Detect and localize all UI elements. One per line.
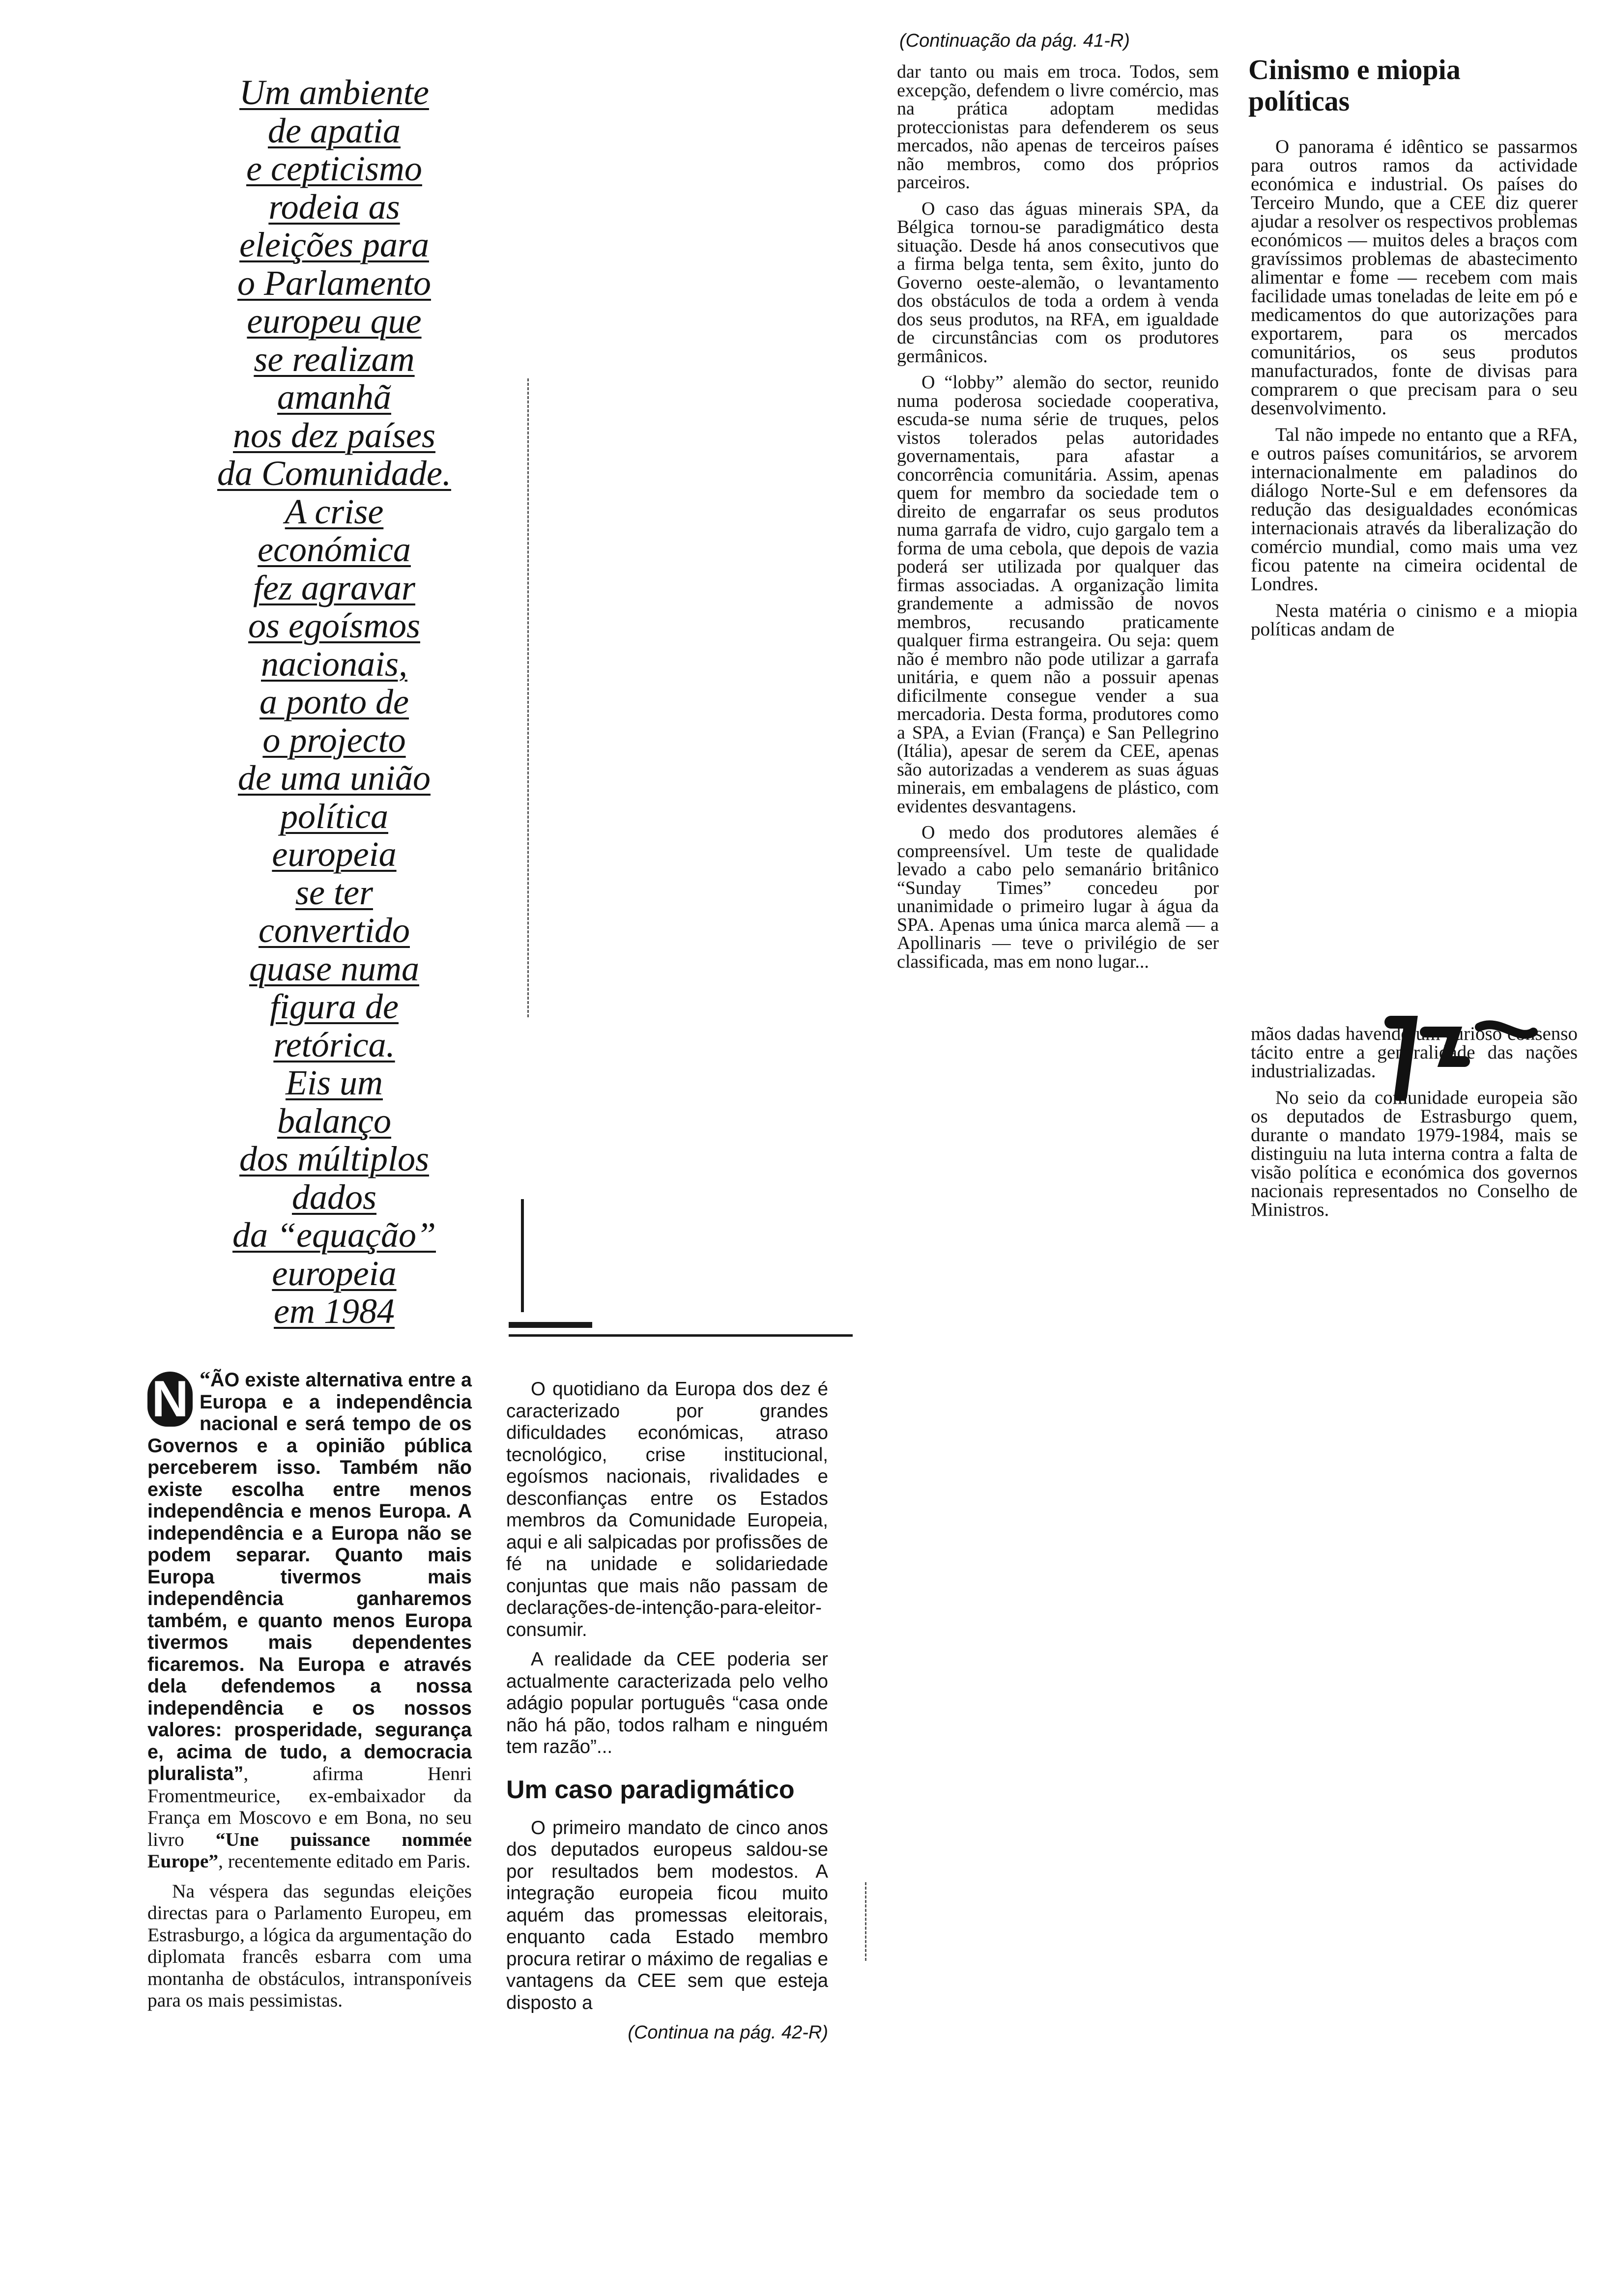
continuation-note: (Continua na pág. 42-R)	[628, 2022, 828, 2043]
headline-line: em 1984	[274, 1292, 395, 1331]
continued-from-note: (Continuação da pág. 41-R)	[899, 30, 1130, 51]
paragraph: O primeiro mandato de cinco anos dos deputados europeus saldou-se por resultados bem modestos. A integração europeia ficou muito aquém das promessas eleitorais, enquanto cada Estado membro procura retirar o máximo de regalias e vantagens da CEE sem que esteja disposto a	[506, 1817, 828, 2013]
column-divider	[527, 378, 529, 1017]
paragraph: Nesta matéria o cinismo e a miopia políticas andam de	[1251, 600, 1578, 640]
headline-line: nos dez países	[233, 415, 435, 455]
headline-line: retórica.	[273, 1025, 395, 1064]
article-column-3	[897, 63, 1219, 979]
headline-line: e cepticismo	[246, 149, 422, 188]
paragraph: mãos dadas havendo um curioso consenso tácito entre a generalidade das nações industrializadas.	[1251, 1023, 1578, 1082]
drop-cap: N	[147, 1372, 193, 1427]
headline-line: figura de	[270, 987, 399, 1026]
lead-attribution: , afirma Henri Fromentmeurice, ex-embaixador da França em Moscovo e em Bona, no seu livro	[147, 1763, 472, 1850]
lead-attribution-end: , recentemente editado em Paris.	[218, 1850, 471, 1872]
headline-line: de apatia	[268, 111, 401, 150]
paragraph: dar tanto ou mais em troca. Todos, sem excepção, defendem o livre comércio, mas na prática adoptam medidas proteccionistas para defenderem os seus mercados, não apenas de terceiros países não membros, como dos próprios parceiros.	[897, 61, 1219, 193]
headline-line: dados	[291, 1177, 377, 1217]
headline-line: eleições para	[239, 225, 429, 264]
paragraph: O panorama é idêntico se passarmos para outros ramos da actividade económica e industrial. Os países do Terceiro Mundo, que a CEE diz querer ajudar a resolver os respectivos problemas económicos — muitos deles a braços com gravíssimos problemas de abastecimento alimentar e fome — recebem com mais facilidade umas toneladas de leite em pó e medicamentos do que autorizações para exportarem, para os mercados comunitários, os seus produtos manufacturados, fonte de divisas para comprarem o que precisam para o seu desenvolvimento.	[1251, 136, 1578, 419]
opening-quote: “	[200, 1367, 210, 1391]
section-title: Cinismo e miopia políticas	[1248, 54, 1461, 117]
paragraph: O medo dos produtores alemães é compreensível. Um teste de qualidade levado a cabo pelo semanário britânico “Sunday Times” concedeu por unanimidade o primeiro lugar à água da SPA. Apenas uma única marca alemã — a Apollinaris — teve o privilégio de ser classificada, mas em nono lugar...	[897, 822, 1219, 972]
section-subhead: Um caso paradigmático	[506, 1775, 795, 1804]
headline-line: económica	[258, 530, 411, 569]
headline-line: se realizam	[254, 339, 415, 379]
headline-line: europeia	[272, 1253, 397, 1293]
ink-scribble-mark	[1371, 1003, 1578, 1101]
headline-line: da Comunidade.	[217, 454, 451, 493]
article-column-2	[506, 1378, 828, 2044]
headline-line: convertido	[259, 911, 410, 950]
paragraph: No seio da comunidade europeia são os deputados de Estrasburgo quem, durante o mandato 1979-1984, mais se distinguiu na luta interna contra a falta de visão política e económica dos governos nacionais representados no Conselho de Ministros.	[1251, 1087, 1578, 1220]
article-column-1	[147, 1369, 472, 2019]
headline-line: o projecto	[262, 720, 406, 760]
article-column-4	[1251, 138, 1578, 647]
headline-line: amanhã	[277, 377, 391, 417]
headline-line: dos múltiplos	[239, 1139, 430, 1178]
book-title: “Une puissance nommée Europe”	[147, 1828, 472, 1872]
headline-line: balanço	[277, 1101, 391, 1141]
headline-line: europeu que	[247, 301, 422, 341]
horizontal-rule	[509, 1334, 853, 1337]
paragraph: O “lobby” alemão do sector, reunido numa poderosa sociedade cooperativa, escuda-se numa série de truques, pelos vistos tolerados pelas autoridades governamentais, para afastar a concorrência comunitária. Assim, apenas quem for membro da sociedade tem o direito de engarrafar os seus produtos numa garrafa de vidro, cujo gargalo tem a forma de uma cebola, que depois de vazia poderá ser utilizada por qualquer das firmas associadas. A organização limita grandemente a admissão de novos membros, recusando praticamente qualquer firma estrangeira. Ou seja: quem não é membro não pode utilizar a garrafa unitária, e quem não a possuir apenas dificilmente consegue vender a sua mercadoria. Desta forma, produtores como a SPA, a Evian (França) e San Pellegrino (Itália), apesar de serem da CEE, apenas são autorizadas a venderem as suas águas minerais, em embalagens de plástico, com evidentes desvantagens.	[897, 372, 1219, 817]
headline-line: o Parlamento	[237, 263, 431, 303]
headline-line: da “equação”	[232, 1215, 436, 1255]
headline-line: de uma união	[238, 758, 431, 798]
headline-line: europeia	[272, 834, 397, 874]
headline-line: fez agravar	[253, 568, 415, 607]
paragraph: O caso das águas minerais SPA, da Bélgica tornou-se paradigmático desta situação. Desde há anos consecutivos que a firma belga tenta, sem êxito, junto do Governo oeste-alemão, o levantamento dos obstáculos de toda a ordem à venda dos seus produtos, na RFA, em igualdade de circunstâncias com os produtores germânicos.	[897, 198, 1219, 367]
paragraph: O quotidiano da Europa dos dez é caracterizado por grandes dificuldades económicas, atraso tecnológico, crise institucional, egoísmos nacionais, rivalidades e desconfianças entre os Estados membros da Comunidade Europeia, aqui e ali salpicadas por profissões de fé na unidade e solidariedade conjuntas que mais não passam de declarações-de-intenção-para-eleitor-consumir.	[506, 1378, 828, 1640]
lead-quote: ÃO existe alternativa entre a Europa e a independência nacional e será tempo de os Governos e a opinião pública perceberem isso. Também não existe escolha entre menos independência e menos Europa. A independência e a Europa não se podem separar. Quanto mais Europa tivermos mais independência ganharemos também, e quanto menos Europa tivermos mais dependentes ficaremos. Na Europa e através dela defendemos a nossa independência e os nossos valores: prosperidade, segurança e, acima de tudo, a democracia pluralista”	[147, 1369, 472, 1784]
headline-line: nacionais,	[261, 644, 407, 684]
headline-line: A crise	[285, 491, 384, 531]
headline-line: Um ambiente	[239, 73, 429, 112]
headline-line: quase numa	[249, 948, 419, 988]
paragraph: Na véspera das segundas eleições directas para o Parlamento Europeu, em Estrasburgo, a lógica da argumentação do diplomata francês esbarra com uma montanha de obstáculos, intransponíveis para os mais pessimistas.	[147, 1880, 472, 2011]
horizontal-rule	[509, 1322, 592, 1328]
paragraph: A realidade da CEE poderia ser actualmente caracterizada pelo velho adágio popular português “casa onde não há pão, todos ralham e ninguém tem razão”...	[506, 1649, 828, 1757]
column-divider	[865, 1882, 866, 1961]
headline-line: a ponto de	[259, 682, 409, 721]
headline-line: os egoísmos	[248, 606, 420, 645]
headline-line: rodeia as	[268, 187, 400, 227]
vertical-rule	[521, 1199, 524, 1312]
headline	[147, 74, 521, 1331]
paragraph: Tal não impede no entanto que a RFA, e outros países comunitários, se arvorem internacionalmente em paladinos do diálogo Norte-Sul e em defensores da redução das desigualdades económicas internacionais através da liberalização do comércio mundial, como mais uma vez ficou patente na cimeira ocidental de Londres.	[1251, 424, 1578, 595]
headline-line: política	[280, 796, 388, 836]
headline-line: Eis um	[286, 1063, 383, 1102]
headline-line: se ter	[295, 872, 373, 912]
